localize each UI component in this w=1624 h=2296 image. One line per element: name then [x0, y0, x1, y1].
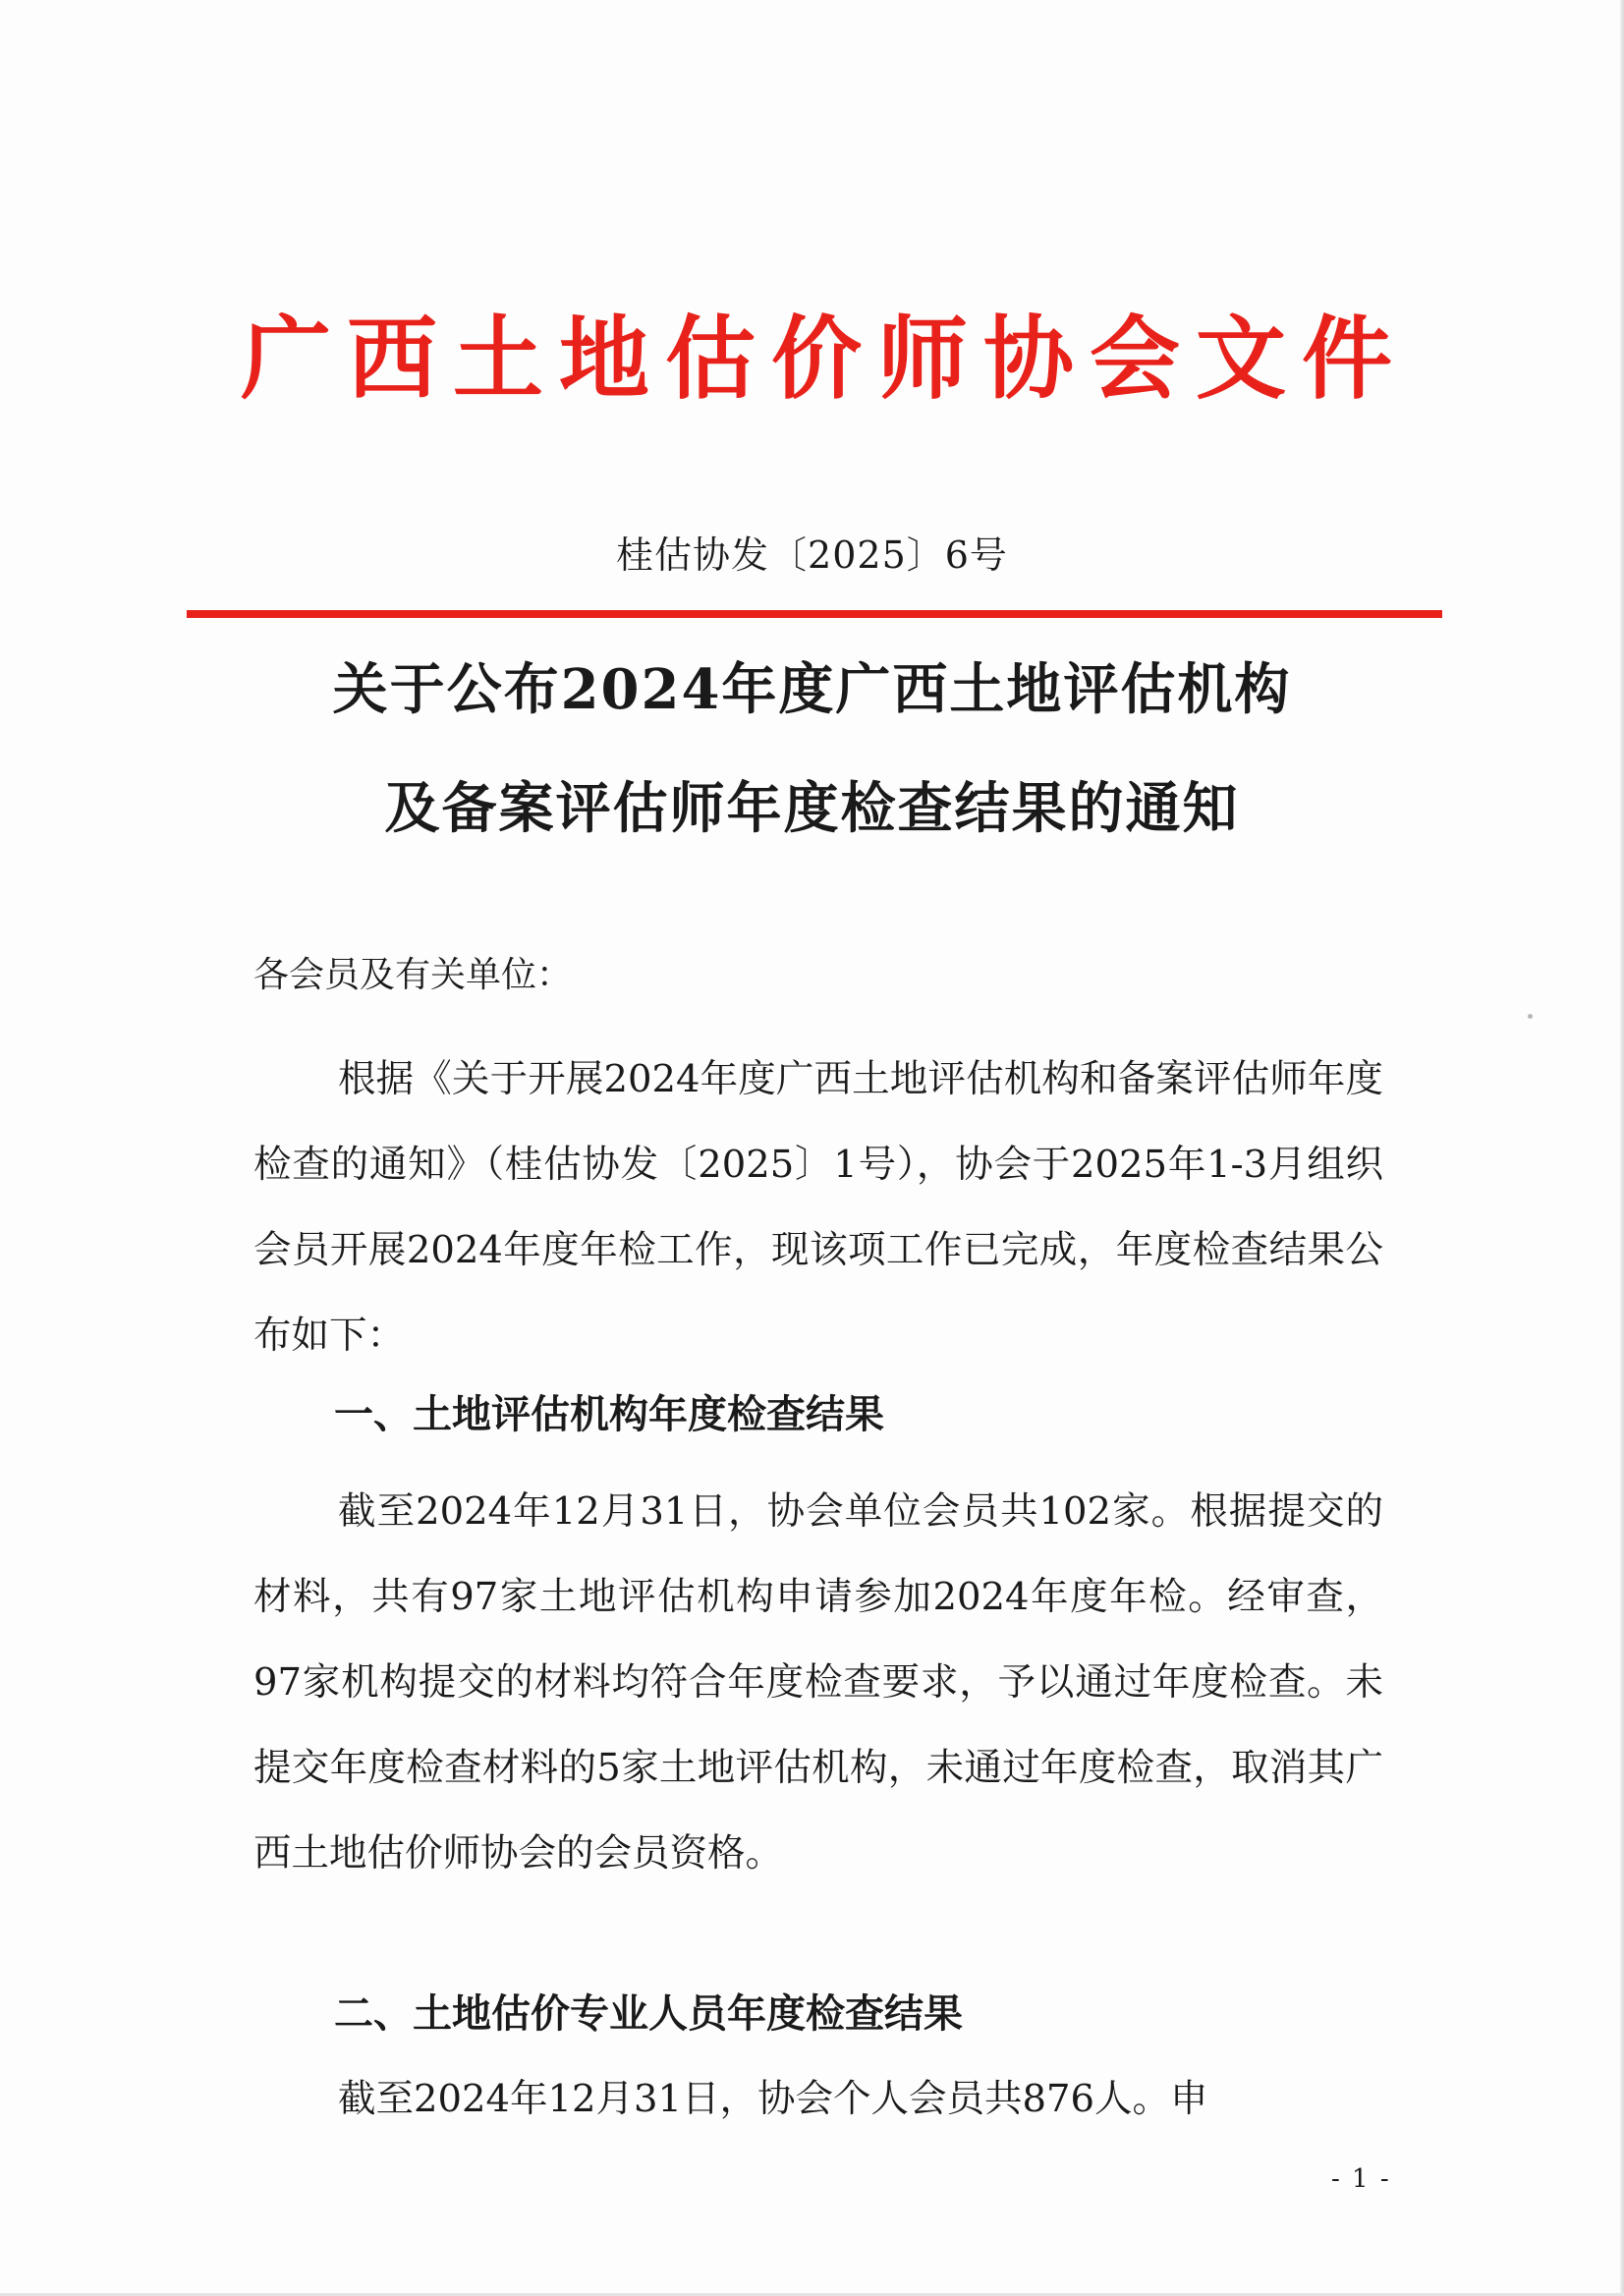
body-paragraph-personnel: 截至2024年12月31日，协会个人会员共876人。申 — [338, 2077, 1208, 2121]
scan-edge — [1620, 0, 1624, 2296]
body-paragraph-institutions: 截至2024年12月31日，协会单位会员共102家。根据提交的材料，共有97家土地评估机构申请参加2024年度年检。经审查，97家机构提交的材料均符合年度检查要求，予以通过年度检查。未提交年度检查材料的5家土地评估机构，未通过年度检查，取消其广西土地估价师协会的会员资格。 — [253, 1489, 1383, 1876]
body-paragraph-intro: 根据《关于开展2024年度广西土地评估机构和备案评估师年度检查的通知》（桂估协发〔2025〕1号），协会于2025年1-3月组织会员开展2024年度年检工作，现该项工作已完成，年度检查结果公布如下： — [253, 1057, 1383, 1358]
document-header-title: 广西土地估价师协会文件 — [241, 306, 1409, 412]
salutation: 各会员及有关单位： — [253, 955, 573, 995]
document-number: 桂估协发〔2025〕6号 — [616, 533, 1008, 577]
section-heading-institutions: 一、土地评估机构年度检查结果 — [334, 1391, 884, 1437]
notice-title-line-2: 及备案评估师年度检查结果的通知 — [384, 776, 1240, 841]
section-heading-personnel: 二、土地估价专业人员年度检查结果 — [334, 1990, 963, 2037]
notice-title-line-1: 关于公布2024年度广西土地评估机构 — [332, 657, 1292, 722]
page-number: - 1 - — [1331, 2164, 1391, 2194]
red-divider-rule — [187, 610, 1442, 618]
scan-speck — [1528, 1014, 1533, 1019]
